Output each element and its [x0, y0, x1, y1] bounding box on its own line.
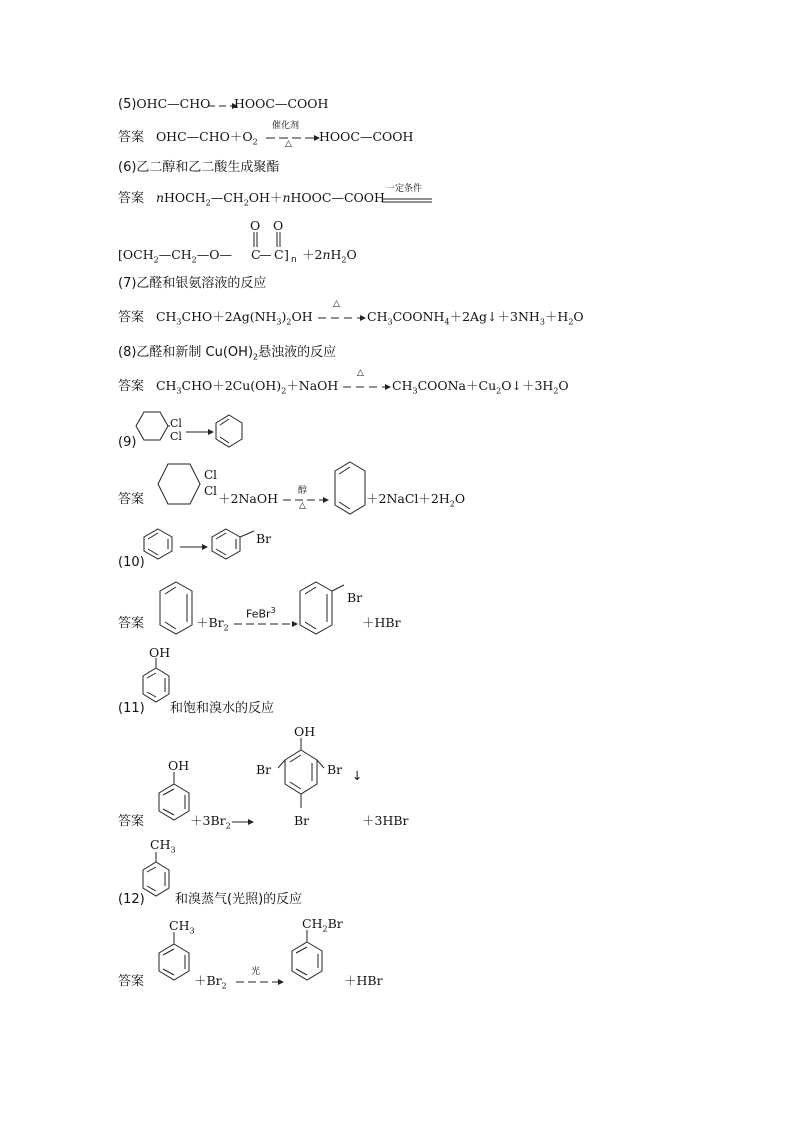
item-8-products: $CH_3COONa+Cu_2O↓+3H_2O$: [392, 378, 569, 396]
toluene-icon: [142, 852, 172, 908]
water-term: $+2nH_2O$: [302, 247, 357, 265]
oh-label: OH: [294, 724, 316, 739]
benzyl-bromide-icon: [290, 930, 326, 988]
catalyst-label: FeBr$^3$: [246, 606, 276, 621]
arrow: [234, 622, 298, 630]
polymer-chain: [$OCH_2—CH_2—O—$: [118, 247, 233, 265]
repeat-n: n: [291, 255, 297, 265]
cyclohexadiene-icon: [333, 460, 367, 516]
item-11-answer-label: 答案: [118, 814, 145, 829]
arrow: [318, 316, 366, 324]
ch3-label: $CH_3$: [169, 918, 195, 936]
br-label: Br: [294, 813, 310, 828]
catalyst-label: 催化剂: [272, 121, 300, 131]
light-label: 光: [251, 967, 261, 977]
reagent: $+Br_2$: [194, 973, 227, 991]
bracket-end: ]: [284, 247, 289, 262]
carbonyl-c1: C: [251, 247, 261, 262]
oh-label: OH: [168, 758, 190, 773]
condition-label: 一定条件: [386, 184, 423, 194]
arrow: [180, 545, 208, 553]
item-5-question: (5)OHC—CHO: [118, 96, 211, 112]
benzene-icon: [142, 528, 176, 560]
item-11-label: (11): [118, 701, 145, 716]
item-7-answer: 答案 $CH_3CHO+2Ag(NH_3)_2OH$: [118, 309, 313, 327]
dichlorocyclohexane-icon: [156, 462, 204, 512]
item-10-answer-label: 答案: [118, 616, 145, 631]
item-12-label: (12): [118, 892, 145, 907]
heat-label: △: [285, 139, 292, 149]
heat-label: △: [299, 501, 306, 511]
item-8-question: (8)乙醛和新制 $Cu(OH)_2$悬浊液的反应: [118, 345, 337, 362]
bond: —: [259, 247, 272, 262]
arrow: [186, 430, 214, 438]
br-label: Br: [256, 762, 272, 777]
item-10-label: (10): [118, 555, 145, 570]
reagent: $+3Br_2$: [190, 813, 231, 831]
item-5-answer-product: HOOC—COOH: [319, 129, 414, 144]
cl-label: Cl: [204, 484, 218, 498]
item-9-answer-label: 答案: [118, 492, 145, 507]
oh-label: OH: [149, 645, 171, 660]
item-12-products: ＋HBr: [344, 973, 383, 988]
item-12-answer-label: 答案: [118, 974, 145, 989]
carbonyl-o2: O: [273, 218, 284, 233]
arrow: [266, 136, 320, 144]
br-label: Br: [327, 762, 343, 777]
benzene-icon: [158, 580, 194, 636]
heat-label: △: [357, 368, 364, 378]
cl-label: Cl: [170, 417, 182, 430]
phenol-icon: [158, 772, 192, 830]
item-6-answer: 答案 $nHOCH_2—CH_2OH+nHOOC—COOH$: [118, 190, 385, 208]
reagent: $+Br_2$: [196, 615, 229, 633]
item-11-products: ＋3HBr: [362, 813, 409, 828]
heat-label: △: [333, 299, 340, 309]
item-6-question: (6)乙二醇和乙二酸生成聚酯: [118, 160, 280, 175]
item-5-product: HOOC—COOH: [234, 96, 329, 111]
item-9-products: $+2NaCl+2H_2O$: [366, 491, 466, 509]
cyclohexadiene-icon: [214, 414, 244, 448]
arrow: [343, 385, 391, 393]
item-12-desc: 和溴蒸气(光照)的反应: [175, 892, 303, 907]
item-5-answer: 答案 $OHC—CHO+O_2$: [118, 129, 258, 147]
carbonyl-o1: O: [250, 218, 261, 233]
cl-label: Cl: [204, 468, 218, 482]
solvent-label: 醇: [298, 486, 308, 496]
ch3-label: $CH_3$: [150, 837, 176, 855]
arrow: [232, 820, 254, 828]
item-11-desc: 和饱和溴水的反应: [170, 701, 275, 716]
item-10-products: ＋HBr: [362, 615, 401, 630]
arrow: [283, 498, 329, 506]
carbonyl-c2: C: [274, 247, 284, 262]
br-label: Br: [256, 531, 272, 546]
ch2br-label: $CH_2Br$: [302, 916, 343, 934]
toluene-icon: [158, 932, 192, 990]
item-8-answer: 答案 $CH_3CHO+2Cu(OH)_2+NaOH$: [118, 378, 339, 396]
dichlorocyclohexane-icon: [132, 408, 192, 452]
br-label: Br: [347, 590, 363, 605]
phenol-icon: [142, 658, 172, 714]
arrow: [382, 198, 438, 206]
cl-label: Cl: [170, 430, 182, 443]
item-9-label: (9): [118, 435, 137, 450]
precipitate-arrow: ↓: [352, 768, 363, 783]
bromobenzene-icon: [210, 528, 260, 560]
bromobenzene-icon: [298, 580, 363, 636]
reagent: ＋2NaOH: [218, 491, 278, 506]
item-7-question: (7)乙醛和银氨溶液的反应: [118, 276, 267, 291]
item-7-products: $CH_3COONH_4+2Ag↓+3NH_3+H_2O$: [367, 309, 584, 327]
arrow: [236, 980, 284, 988]
